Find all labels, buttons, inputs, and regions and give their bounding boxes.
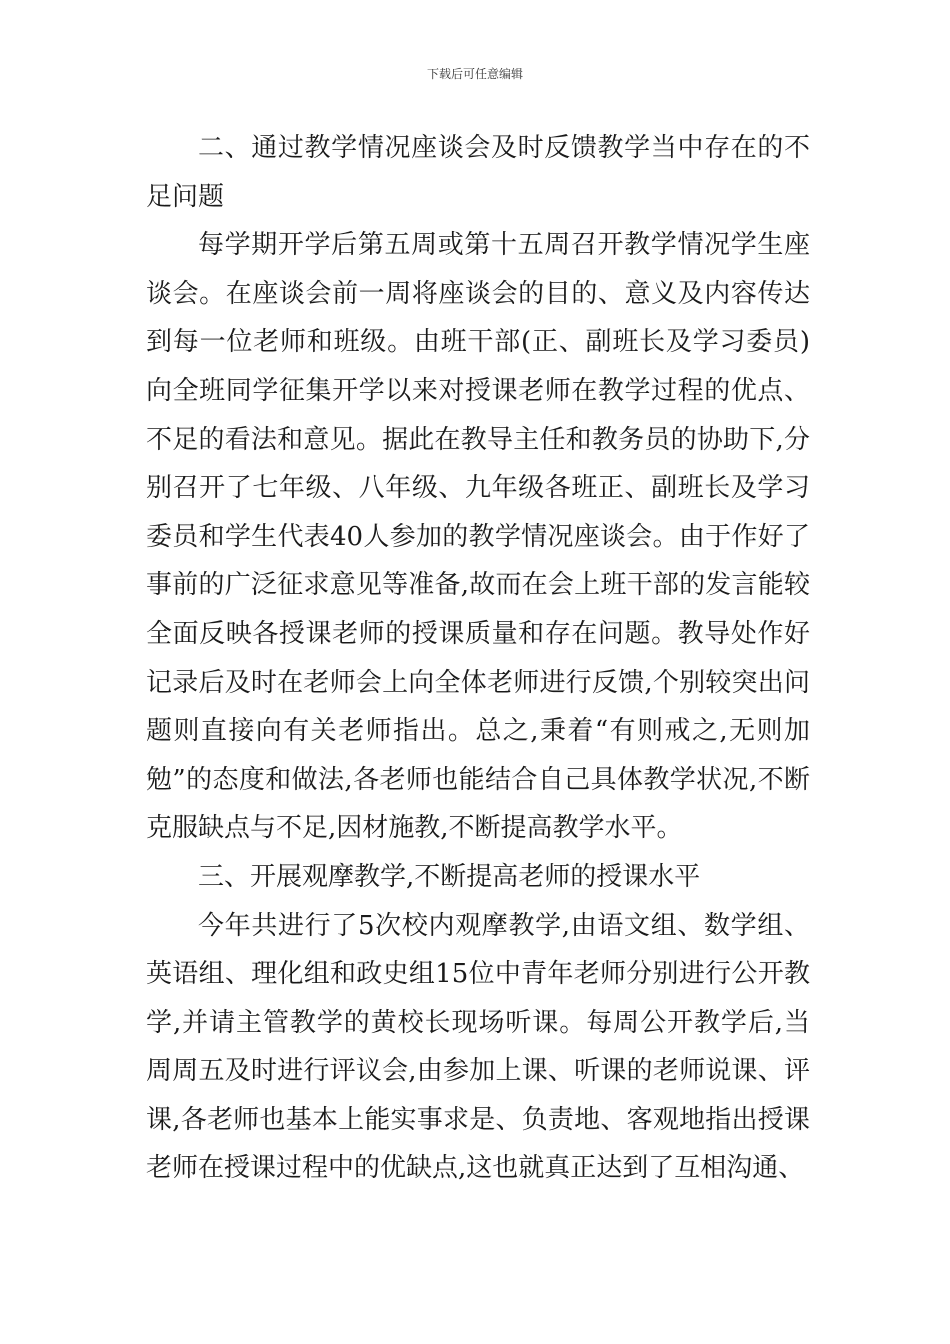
body-paragraph-1: 每学期开学后第五周或第十五周召开教学情况学生座谈会。在座谈会前一周将座谈会的目的、意义及内容传达到每一位老师和班级。由班干部(正、副班长及学习委员)向全班同学征集开学以来对授课老师在教学过程的优点、不足的看法和意见。据此在教导主任和教务员的协助下,分别召开了七年级、八年级、九年级各班正、副班长及学习委员和学生代表40人参加的教学情况座谈会。由于作好了事前的广泛征求意见等准备,故而在会上班干部的发言能较全面反映各授课老师的授课质量和存在问题。教导处作好记录后及时在老师会上向全体老师进行反馈,个别较突出问题则直接向有关老师指出。总之,秉着“有则戒之,无则加勉”的态度和做法,各老师也能结合自己具体教学状况,不断克服缺点与不足,因材施教,不断提高教学水平。 — [146, 230, 810, 844]
page-header: 下载后可任意编辑 — [426, 67, 523, 81]
section-heading-2: 二、通过教学情况座谈会及时反馈教学当中存在的不足问题 — [146, 133, 810, 212]
section-heading-3: 三、开展观摩教学,不断提高老师的授课水平 — [198, 861, 701, 892]
document-body — [146, 124, 810, 1193]
body-paragraph-2: 今年共进行了5次校内观摩教学,由语文组、数学组、英语组、理化组和政史组15位中青年老师分别进行公开教学,并请主管教学的黄校长现场听课。每周公开教学后,当周周五及时进行评议会,由参加上课、听课的老师说课、评课,各老师也基本上能实事求是、负责地、客观地指出授课老师在授课过程中的优缺点,这也就真正达到了互相沟通、 — [146, 910, 810, 1184]
